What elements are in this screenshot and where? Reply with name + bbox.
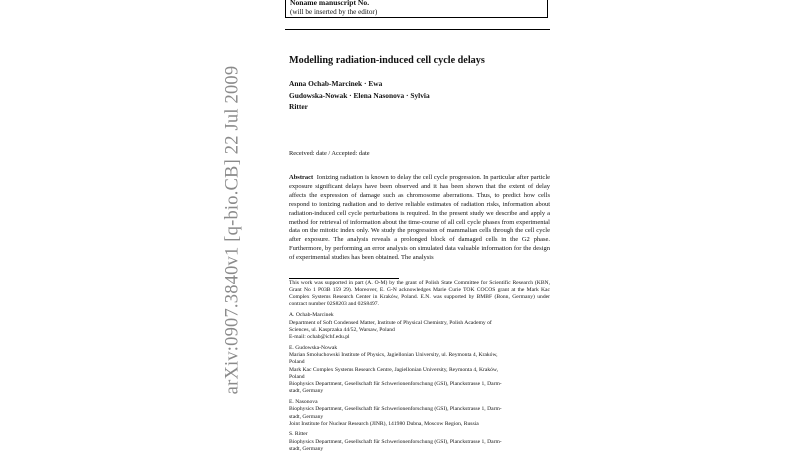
abstract — [289, 174, 550, 263]
affiliation-line: Poland — [289, 373, 305, 380]
affiliation-line: Poland — [289, 359, 305, 366]
affiliation-line: Biophysics Department, Gesellschaft für Schwerionenforschung (GSI), Planckstrasse 1, Darm- — [289, 406, 502, 413]
affiliation-author: S. Ritter — [289, 431, 308, 438]
paper-title: Modelling radiation-induced cell cycle delays — [289, 55, 485, 66]
affiliation-line: Biophysics Department, Gesellschaft für Schwerionenforschung (GSI), Planckstrasse 1, Darm- — [289, 381, 502, 388]
manuscript-label: Noname manuscript No. — [290, 0, 370, 7]
received-date: Received: date / Accepted: date — [289, 150, 370, 157]
affiliation-line: Marian Smoluchowski Institute of Physics, Jagiellonian University, ul. Reymonta 4, Kraków, — [289, 352, 498, 359]
arxiv-identifier: arXiv:0907.3840v1 [q-bio.CB] 22 Jul 2009 — [222, 65, 243, 395]
header-rule — [285, 29, 550, 30]
manuscript-note: (will be inserted by the editor) — [290, 7, 378, 16]
affiliation-author: A. Ochab-Marcinek — [289, 312, 334, 318]
funding-footnote: This work was supported in part (A. O-M) by the grant of Polish State Committee for Scientific Research (KBN, Grant No 1 P03B 159 29). Moreover, E. G-N acknowledges Marie Curie TOK COCOS grant at the Mark Kac Complex Systems Research Center in Kraków, Poland. E.N. was supported by BMBF (Bonn, Germany) under contract number 02S8203 and 02S8497. — [289, 280, 550, 308]
abstract-text: Ionizing radiation is known to delay the cell cycle progression. In particular after particle exposure significant delays have been observed and it has been shown that the extent of delay affects the expression of damage such as chromosome aberrations. Thus, to predict how cells respond to ionizing radiation and to derive reliable estimates of radiation risks, information about radiation-induced cell cycle perturbations is required. In the present study we describe and apply a method for retrieval of information about the time-course of all cell cycle phases from experimental data on the mitotic index only. We study the progression of mammalian cells through the cell cycle after exposure. The analysis reveals a prolonged block of damaged cells in the G2 phase. Furthermore, by performing an error analysis on simulated data valuable information for the design of experimental studies has been obtained. The analysis — [289, 174, 551, 262]
abstract-label: Abstract — [289, 174, 314, 181]
affiliation-block — [289, 399, 551, 428]
affiliation-line: Joint Institute for Nuclear Research (JINR), 141980 Dubna, Moscow Region, Russia — [289, 420, 479, 427]
affiliation-author: E. Gudowska-Nowak — [289, 344, 338, 351]
affiliation-block — [289, 312, 551, 341]
author-line: Anna Ochab-Marcinek · Ewa — [289, 79, 383, 88]
affiliation-line: stadt, Germany — [289, 446, 324, 453]
affiliation-line: Department of Soft Condensed Matter, Institute of Physical Chemistry, Polish Academy of — [289, 319, 492, 326]
affiliation-line: Sciences, ul. Kasprzaka 44/52, Warsaw, Poland — [289, 326, 395, 333]
affiliation-author: E. Nasonova — [289, 398, 318, 405]
affiliation-line: stadt, Germany — [289, 413, 324, 420]
affiliation-line: Mark Kac Complex Systems Research Centre, Jagiellonian University, Reymonta 4, Kraków, — [289, 366, 498, 373]
affiliation-block — [289, 345, 551, 396]
author-line: Ritter — [289, 102, 308, 111]
affiliation-line: stadt, Germany — [289, 388, 324, 395]
affiliation-line: E-mail: ochab@ichf.edu.pl — [289, 334, 350, 341]
affiliations — [289, 312, 551, 456]
author-list — [289, 78, 469, 113]
manuscript-number-box — [285, 0, 548, 18]
affiliation-line: Biophysics Department, Gesellschaft für Schwerionenforschung (GSI), Planckstrasse 1, Darm- — [289, 438, 502, 445]
footnote-rule — [289, 278, 399, 279]
author-line: Gudowska-Nowak · Elena Nasonova · Sylvia — [289, 90, 430, 100]
